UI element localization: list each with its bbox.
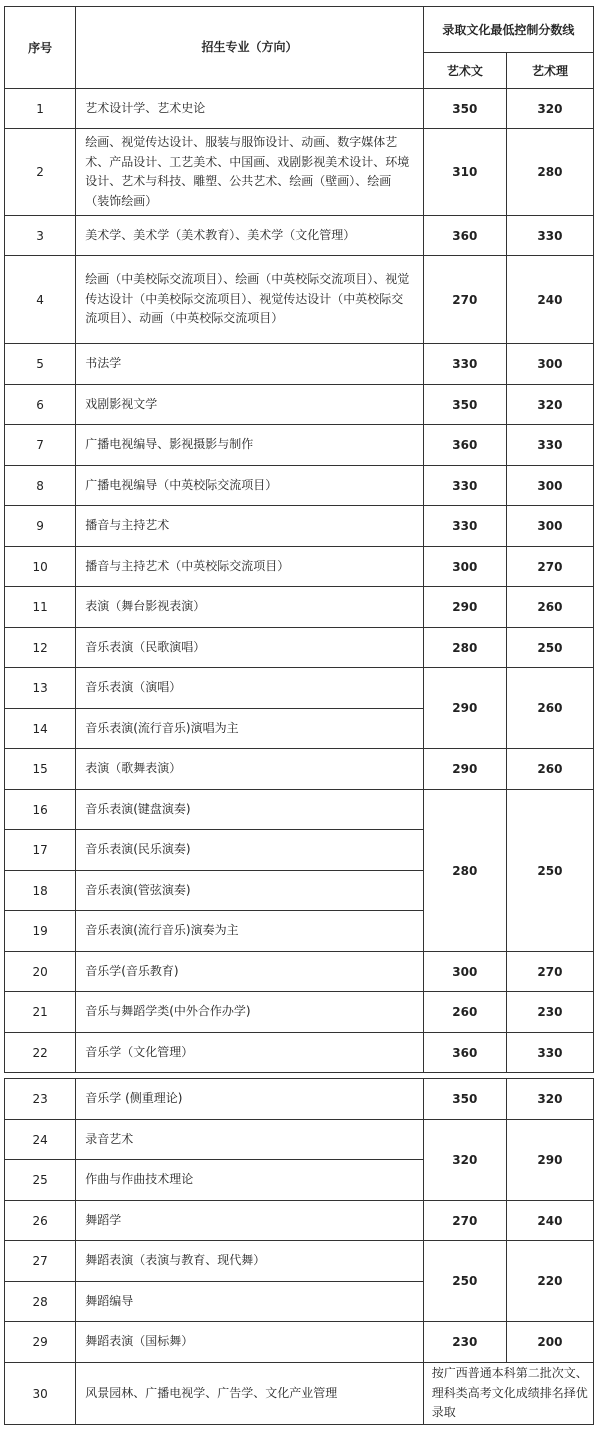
row-science-score: 260	[506, 749, 593, 790]
row-arts-score: 300	[423, 952, 506, 992]
row-major: 表演（歌舞表演）	[76, 749, 423, 790]
row-science-score: 270	[506, 952, 593, 992]
header-science: 艺术理	[506, 53, 593, 89]
table-row	[5, 344, 594, 385]
header-arts: 艺术文	[423, 53, 506, 89]
table-row	[5, 1363, 594, 1425]
table-row	[5, 129, 594, 216]
row-no: 21	[5, 992, 76, 1033]
row-no: 5	[5, 344, 76, 385]
table-row	[5, 216, 594, 256]
row-no: 28	[5, 1282, 76, 1322]
row-science-score: 200	[506, 1322, 593, 1363]
table-row	[5, 506, 594, 547]
row-no: 11	[5, 587, 76, 628]
row-major: 音乐表演(键盘演奏)	[76, 790, 423, 830]
row-arts-score: 310	[423, 129, 506, 216]
row-major: 播音与主持艺术	[76, 506, 423, 547]
row-no: 14	[5, 709, 76, 749]
row-no: 7	[5, 425, 76, 466]
row-no: 25	[5, 1160, 76, 1201]
row-major: 音乐表演(流行音乐)演唱为主	[76, 709, 423, 749]
row-major: 音乐表演（演唱）	[76, 668, 423, 709]
row-no: 23	[5, 1079, 76, 1120]
row-no: 29	[5, 1322, 76, 1363]
row-no: 1	[5, 89, 76, 129]
row-major: 音乐表演(管弦演奏)	[76, 871, 423, 911]
row-arts-score: 250	[423, 1241, 506, 1322]
row-science-score: 300	[506, 466, 593, 506]
row-science-score: 280	[506, 129, 593, 216]
row-arts-score: 280	[423, 790, 506, 952]
row-no: 24	[5, 1120, 76, 1160]
table-row	[5, 628, 594, 668]
table-row	[5, 385, 594, 425]
row-science-score: 270	[506, 547, 593, 587]
table-row	[5, 1079, 594, 1120]
row-major: 音乐表演（民歌演唱）	[76, 628, 423, 668]
row-major: 音乐学(音乐教育)	[76, 952, 423, 992]
row-arts-score: 230	[423, 1322, 506, 1363]
row-arts-score: 350	[423, 385, 506, 425]
table-row	[5, 1241, 594, 1282]
row-science-score: 320	[506, 1079, 593, 1120]
row-major: 戏剧影视文学	[76, 385, 423, 425]
row-major: 绘画（中美校际交流项目）、绘画（中英校际交流项目）、视觉传达设计（中美校际交流项目）、视觉传达设计（中英校际交流项目）、动画（中英校际交流项目）	[76, 256, 423, 344]
table-row	[5, 89, 594, 129]
row-major: 音乐学 (侧重理论)	[76, 1079, 423, 1120]
row-no: 19	[5, 911, 76, 952]
header-major: 招生专业（方向）	[76, 7, 423, 89]
row-major: 表演（舞台影视表演）	[76, 587, 423, 628]
row-major: 广播电视编导、影视摄影与制作	[76, 425, 423, 466]
row-arts-score: 350	[423, 89, 506, 129]
table-row	[5, 466, 594, 506]
table-row	[5, 668, 594, 709]
row-no: 17	[5, 830, 76, 871]
row-major: 音乐表演(民乐演奏)	[76, 830, 423, 871]
row-science-score: 330	[506, 1033, 593, 1073]
row-arts-score: 360	[423, 1033, 506, 1073]
header-no: 序号	[5, 7, 76, 89]
row-arts-score: 290	[423, 749, 506, 790]
header-score-group: 录取文化最低控制分数线	[423, 7, 593, 53]
row-no: 8	[5, 466, 76, 506]
row-major: 书法学	[76, 344, 423, 385]
row-science-score: 260	[506, 587, 593, 628]
row-major: 风景园林、广播电视学、广告学、文化产业管理	[76, 1363, 423, 1425]
table-row	[5, 256, 594, 344]
row-science-score: 240	[506, 1201, 593, 1241]
row-major: 美术学、美术学（美术教育）、美术学（文化管理）	[76, 216, 423, 256]
row-science-score: 260	[506, 668, 593, 749]
table-row	[5, 1033, 594, 1073]
row-no: 2	[5, 129, 76, 216]
row-arts-score: 280	[423, 628, 506, 668]
row-major: 舞蹈学	[76, 1201, 423, 1241]
row-major: 绘画、视觉传达设计、服装与服饰设计、动画、数字媒体艺术、产品设计、工艺美术、中国画、戏剧影视美术设计、环境设计、艺术与科技、雕塑、公共艺术、绘画（壁画）、绘画（装饰绘画）	[76, 129, 423, 216]
table-row	[5, 587, 594, 628]
row-no: 10	[5, 547, 76, 587]
row-arts-score: 360	[423, 216, 506, 256]
row-major: 音乐与舞蹈学类(中外合作办学)	[76, 992, 423, 1033]
row-science-score: 300	[506, 506, 593, 547]
row-no: 27	[5, 1241, 76, 1282]
table-row	[5, 1201, 594, 1241]
row-arts-score: 300	[423, 547, 506, 587]
table-row	[5, 749, 594, 790]
row-arts-score: 330	[423, 344, 506, 385]
row-science-score: 320	[506, 89, 593, 129]
row-no: 12	[5, 628, 76, 668]
row-science-score: 250	[506, 790, 593, 952]
row-arts-score: 290	[423, 668, 506, 749]
row-no: 4	[5, 256, 76, 344]
row-major: 作曲与作曲技术理论	[76, 1160, 423, 1201]
table-row	[5, 790, 594, 830]
row-no: 6	[5, 385, 76, 425]
row-arts-score: 330	[423, 466, 506, 506]
row-no: 22	[5, 1033, 76, 1073]
admission-note: 按广西普通本科第二批次文、理科类高考文化成绩排名择优录取	[423, 1363, 593, 1425]
row-no: 26	[5, 1201, 76, 1241]
row-major: 音乐学（文化管理）	[76, 1033, 423, 1073]
table-row	[5, 952, 594, 992]
row-arts-score: 320	[423, 1120, 506, 1201]
row-science-score: 250	[506, 628, 593, 668]
row-science-score: 230	[506, 992, 593, 1033]
row-no: 20	[5, 952, 76, 992]
row-major: 舞蹈表演（表演与教育、现代舞）	[76, 1241, 423, 1282]
row-arts-score: 270	[423, 256, 506, 344]
table-row	[5, 425, 594, 466]
row-major: 录音艺术	[76, 1120, 423, 1160]
row-major: 舞蹈表演（国标舞）	[76, 1322, 423, 1363]
row-arts-score: 290	[423, 587, 506, 628]
row-arts-score: 260	[423, 992, 506, 1033]
row-major: 舞蹈编导	[76, 1282, 423, 1322]
row-arts-score: 330	[423, 506, 506, 547]
row-arts-score: 360	[423, 425, 506, 466]
row-major: 音乐表演(流行音乐)演奏为主	[76, 911, 423, 952]
row-major: 艺术设计学、艺术史论	[76, 89, 423, 129]
table-row	[5, 1120, 594, 1160]
score-table-part-2	[4, 1078, 594, 1425]
row-no: 13	[5, 668, 76, 709]
row-no: 18	[5, 871, 76, 911]
score-table-part-1	[4, 6, 594, 1073]
row-science-score: 330	[506, 425, 593, 466]
table-row	[5, 1322, 594, 1363]
row-no: 9	[5, 506, 76, 547]
row-science-score: 290	[506, 1120, 593, 1201]
row-science-score: 240	[506, 256, 593, 344]
row-major: 广播电视编导（中英校际交流项目）	[76, 466, 423, 506]
row-no: 3	[5, 216, 76, 256]
row-science-score: 320	[506, 385, 593, 425]
row-no: 16	[5, 790, 76, 830]
row-science-score: 330	[506, 216, 593, 256]
row-arts-score: 270	[423, 1201, 506, 1241]
table-row	[5, 992, 594, 1033]
row-science-score: 300	[506, 344, 593, 385]
row-science-score: 220	[506, 1241, 593, 1322]
row-arts-score: 350	[423, 1079, 506, 1120]
table-row	[5, 547, 594, 587]
row-no: 30	[5, 1363, 76, 1425]
row-major: 播音与主持艺术（中英校际交流项目）	[76, 547, 423, 587]
row-no: 15	[5, 749, 76, 790]
